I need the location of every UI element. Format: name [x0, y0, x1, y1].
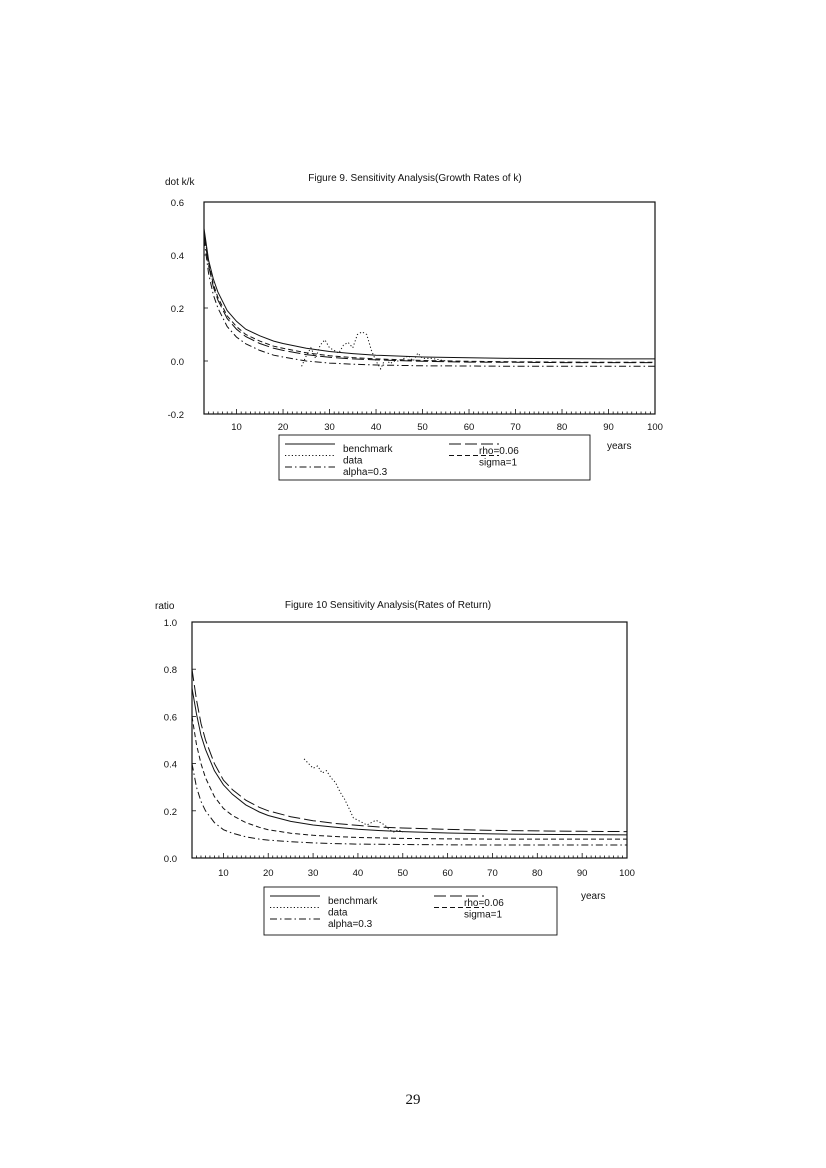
y-tick-label: 0.8 — [163, 665, 177, 677]
series-line-alpha-0-3 — [192, 764, 627, 845]
y-tick-label: 0.0 — [163, 854, 177, 865]
y-tick-label: 1.0 — [163, 618, 177, 629]
y-tick-label: 0.2 — [163, 806, 177, 818]
legend-label: benchmark — [343, 444, 393, 455]
page-number: 29 — [405, 1092, 421, 1108]
legend-label: data — [343, 455, 363, 467]
x-tick-label: 80 — [556, 422, 568, 433]
x-tick-label: 40 — [352, 868, 364, 879]
y-tick-label: 0.6 — [170, 198, 184, 209]
series-line-sigma-1 — [192, 716, 627, 839]
x-tick-label: 20 — [262, 868, 274, 879]
x-axis-label: years — [607, 441, 632, 452]
y-axis-label: dot k/k — [165, 177, 195, 188]
x-tick-label: 50 — [417, 422, 428, 433]
x-tick-label: 20 — [277, 422, 289, 433]
legend-label: sigma=1 — [464, 909, 503, 921]
legend-box — [264, 887, 557, 935]
y-tick-label: 0.4 — [170, 251, 184, 262]
series-line-sigma-1 — [204, 231, 655, 362]
series-line-benchmark — [204, 229, 655, 359]
y-tick-label: -0.2 — [167, 410, 184, 421]
legend-label: benchmark — [328, 896, 378, 907]
y-axis-label: ratio — [155, 601, 175, 612]
x-tick-label: 90 — [576, 868, 588, 879]
series-line-benchmark — [192, 688, 627, 835]
x-tick-label: 70 — [510, 422, 521, 433]
legend-label: rho=0.06 — [479, 446, 519, 457]
legend-box — [279, 435, 590, 480]
x-tick-label: 100 — [647, 422, 663, 433]
x-tick-label: 30 — [324, 422, 335, 433]
chart-title: Figure 9. Sensitivity Analysis(Growth Rates of k) — [308, 173, 522, 184]
chart-growth-rates — [165, 173, 663, 480]
y-tick-label: 0.0 — [170, 357, 184, 368]
x-tick-label: 30 — [307, 868, 319, 879]
legend-label: alpha=0.3 — [328, 919, 373, 930]
legend-label: alpha=0.3 — [343, 467, 388, 478]
legend-label: rho=0.06 — [464, 898, 504, 909]
x-tick-label: 60 — [463, 422, 475, 433]
legend-label: sigma=1 — [479, 457, 518, 469]
x-tick-label: 50 — [397, 868, 409, 879]
x-tick-label: 10 — [231, 422, 242, 433]
x-tick-label: 10 — [218, 868, 229, 879]
chart-title: Figure 10 Sensitivity Analysis(Rates of Return) — [284, 600, 492, 611]
legend-label: data — [328, 907, 348, 919]
plot-frame — [204, 202, 655, 414]
x-tick-label: 100 — [619, 868, 635, 879]
plot-frame — [192, 622, 627, 858]
x-tick-label: 90 — [603, 422, 614, 433]
y-tick-label: 0.4 — [163, 759, 177, 771]
x-axis-label: years — [581, 891, 606, 902]
series-line-alpha-0-3 — [204, 239, 655, 366]
x-tick-label: 70 — [487, 868, 498, 879]
y-tick-label: 0.2 — [170, 304, 184, 315]
y-tick-label: 0.6 — [163, 712, 177, 724]
x-tick-label: 60 — [442, 868, 453, 879]
series-line-rho-0-06 — [204, 234, 655, 363]
x-tick-label: 80 — [532, 868, 543, 879]
x-tick-label: 40 — [370, 422, 382, 433]
chart-rates-of-return — [155, 600, 635, 935]
series-line-data — [304, 759, 403, 832]
series-line-rho-0-06 — [192, 669, 627, 831]
